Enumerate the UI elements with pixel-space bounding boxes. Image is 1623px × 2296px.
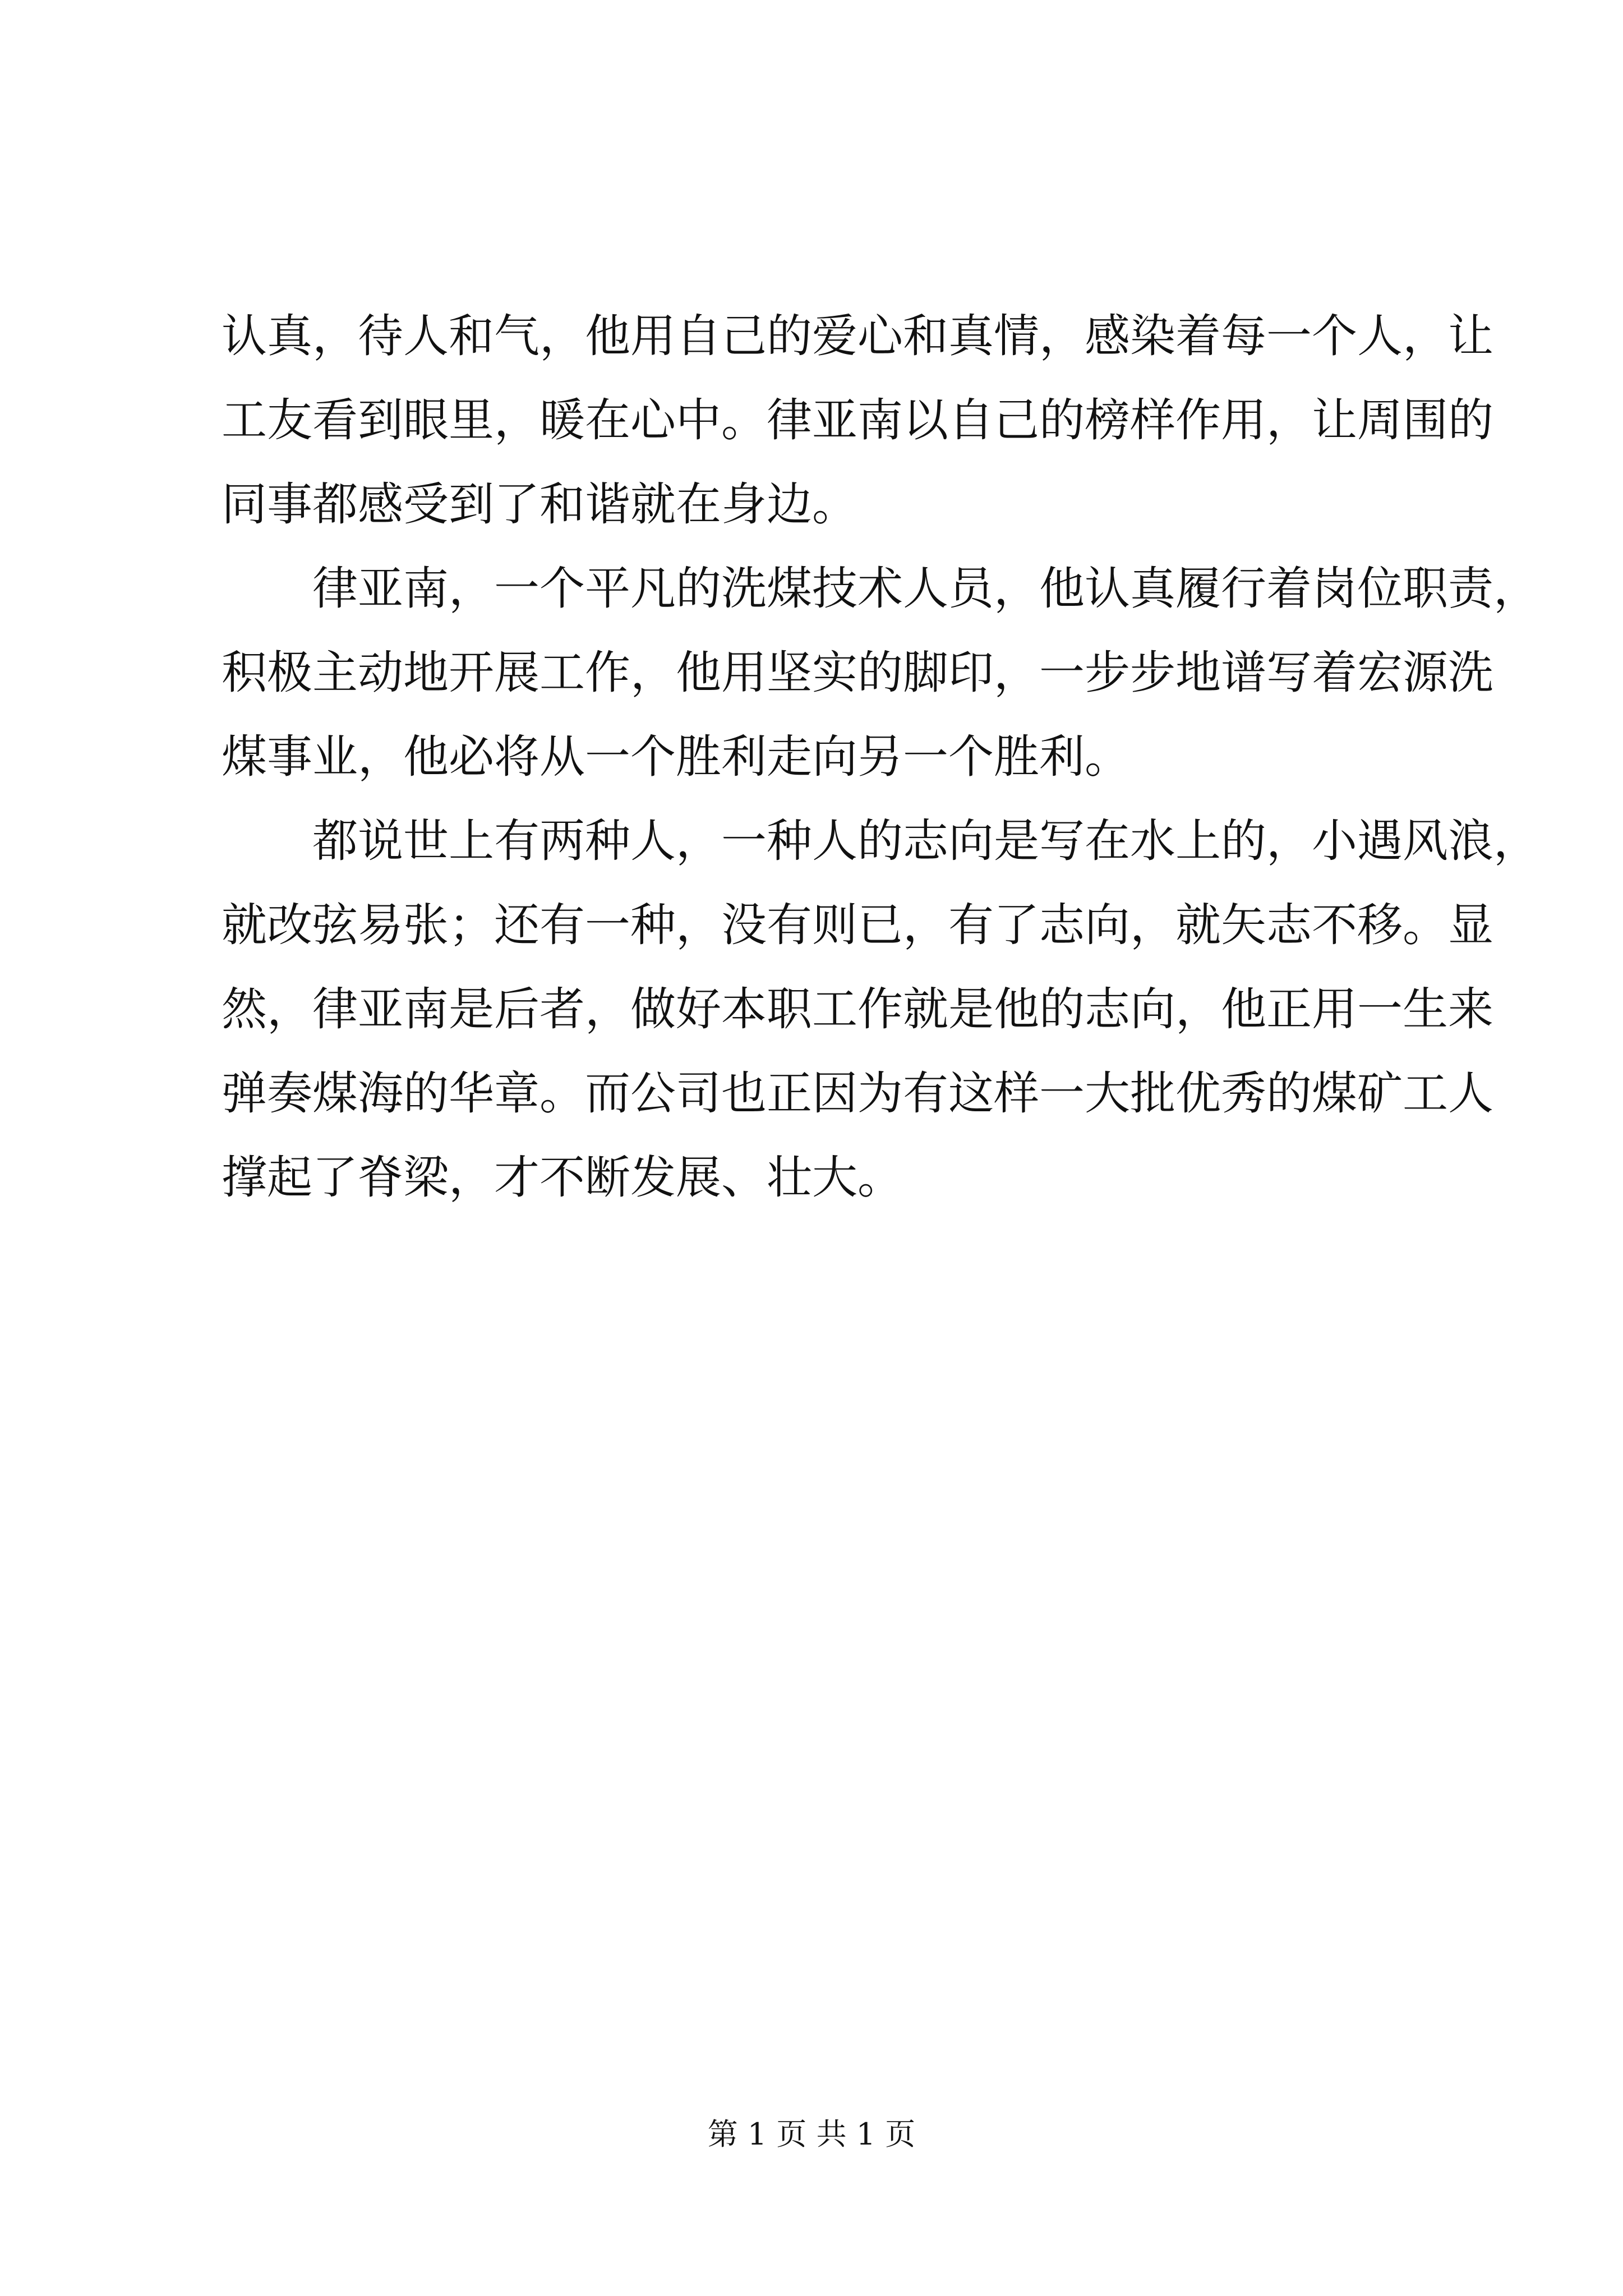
text-line: 就改弦易张；还有一种，没有则已，有了志向，就矢志不移。显 (222, 899, 1494, 952)
text-line: 同事都感受到了和谐就在身边。 (222, 478, 858, 531)
text-line: 工友看到眼里，暖在心中。律亚南以自己的榜样作用，让周围的 (222, 394, 1494, 447)
text-line: 律亚南，一个平凡的洗煤技术人员，他认真履行着岗位职责， (312, 563, 1539, 615)
page-footer: 第 1 页 共 1 页 (707, 2116, 916, 2152)
text-line: 认真，待人和气，他用自己的爱心和真情，感染着每一个人，让 (222, 310, 1494, 363)
text-line: 弹奏煤海的华章。而公司也正因为有这样一大批优秀的煤矿工人 (222, 1068, 1494, 1120)
text-line: 积极主动地开展工作，他用坚实的脚印，一步步地谱写着宏源洗 (222, 647, 1494, 700)
text-line: 都说世上有两种人，一种人的志向是写在水上的，小遇风浪， (312, 815, 1539, 868)
body-text (222, 295, 1539, 1220)
text-line: 煤事业，他必将从一个胜利走向另一个胜利。 (222, 731, 1131, 784)
text-line: 撑起了脊梁，才不断发展、壮大。 (222, 1152, 903, 1204)
text-line: 然，律亚南是后者，做好本职工作就是他的志向，他正用一生来 (222, 983, 1494, 1036)
